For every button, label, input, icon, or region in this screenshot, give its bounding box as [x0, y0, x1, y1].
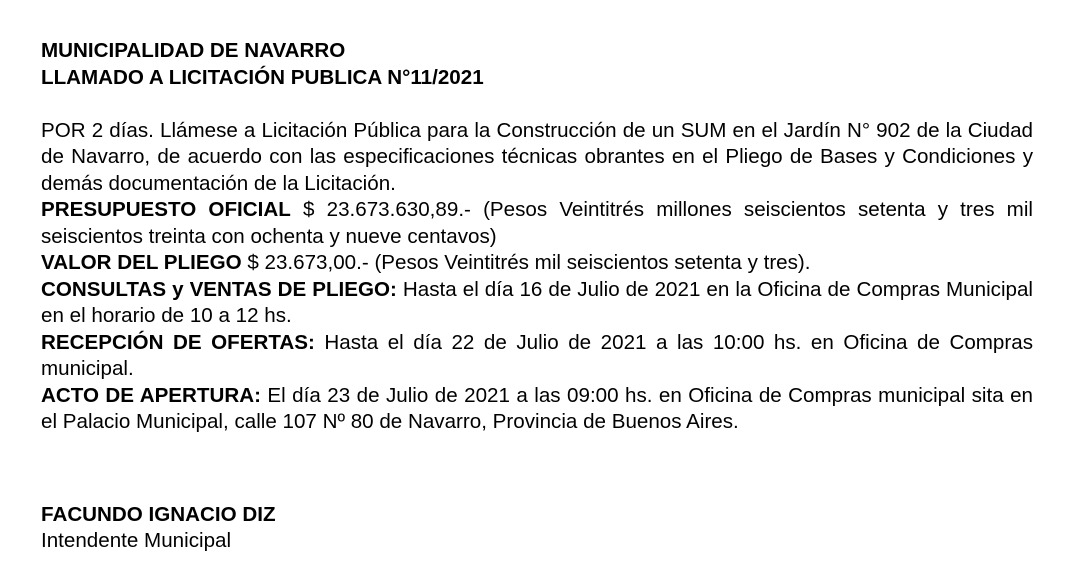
signature-title: Intendente Municipal: [41, 529, 232, 552]
header-tender-title: LLAMADO A LICITACIÓN PUBLICA N°11/2021: [41, 65, 484, 89]
section-presupuesto: [41, 197, 1033, 250]
signature-name: FACUNDO IGNACIO DIZ: [41, 502, 276, 526]
section-text: Hasta el día 16 de Julio de 2021 en la Oficina de Compras Municipal en el horario de 10 a 12 hs.: [41, 277, 1033, 327]
section-text: $ 23.673,00.- (Pesos Veintitrés mil seiscientos setenta y tres).: [241, 251, 811, 274]
section-label: PRESUPUESTO OFICIAL: [41, 198, 291, 221]
section-text: $ 23.673.630,89.- (Pesos Veintitrés millones seiscientos setenta y tres mil seiscientos treinta con ochenta y nueve centavos): [41, 198, 1033, 248]
header-municipality: MUNICIPALIDAD DE NAVARRO: [41, 39, 346, 62]
spacer: [41, 436, 1033, 502]
spacer: [41, 91, 1033, 118]
section-recepcion: [41, 330, 1033, 383]
section-text: Hasta el día 22 de Julio de 2021 a las 10:00 hs. en Oficina de Compras municipal.: [41, 330, 1033, 380]
section-consultas: [41, 277, 1033, 330]
section-label: RECEPCIÓN DE OFERTAS:: [41, 330, 315, 354]
section-label: CONSULTAS y VENTAS DE PLIEGO:: [41, 277, 397, 301]
section-label: VALOR DEL PLIEGO: [41, 251, 242, 274]
section-apertura: [41, 383, 1033, 436]
section-text: El día 23 de Julio de 2021 a las 09:00 hs. en Oficina de Compras municipal sita en el Palacio Municipal, calle 107 Nº 80 de Navarro, Provincia de Buenos Aires.: [41, 383, 1033, 433]
intro-paragraph: POR 2 días. Llámese a Licitación Pública para la Construcción de un SUM en el Jardín N° 902 de la Ciudad de Navarro, de acuerdo con las especificaciones técnicas obrantes en el Pliego de Bases y Condiciones y demás documentación de la Licitación.: [41, 118, 1033, 195]
section-valor-pliego: [41, 250, 1033, 277]
document-body: [41, 38, 1033, 555]
section-label: ACTO DE APERTURA:: [41, 383, 261, 407]
